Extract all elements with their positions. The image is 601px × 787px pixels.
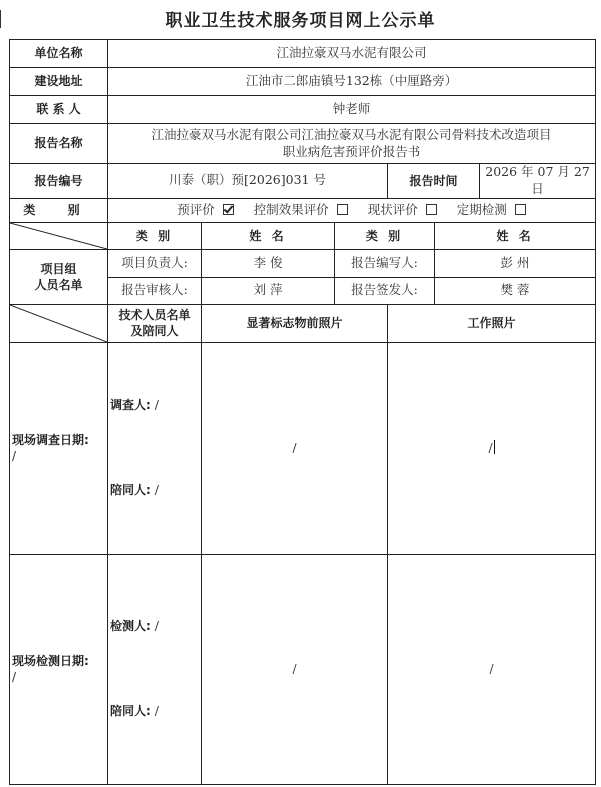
disclosure-form-table (9, 39, 596, 785)
team-header-role-2: 类 别 (335, 222, 435, 249)
detection-date-value: / (12, 670, 17, 685)
row-team-header (10, 222, 596, 249)
team-name: 刘 萍 (202, 277, 335, 304)
companion-label: 陪同人: (110, 483, 151, 498)
row-unit-name (10, 40, 596, 68)
detection-date-label: 现场检测日期: (12, 654, 89, 669)
option-control-effect-evaluation[interactable]: 控制效果评价 (250, 202, 352, 217)
team-name: 李 俊 (202, 249, 335, 277)
report-name-value (108, 124, 596, 164)
surveyor-label: 调查人: (110, 398, 151, 413)
row-survey (10, 342, 596, 554)
detector-label: 检测人: (110, 619, 151, 634)
row-report-number (10, 164, 596, 199)
report-number-label: 报告编号 (10, 164, 108, 199)
team-group-label: 项目组 人员名单 (10, 249, 108, 304)
address-value: 江油市二郎庙镇号132栋（中厘路旁） (108, 68, 596, 96)
row-address (10, 68, 596, 96)
checked-box-icon[interactable] (223, 204, 234, 215)
category-options (108, 198, 596, 222)
survey-date-cell (10, 342, 108, 554)
checkbox-icon[interactable] (337, 204, 348, 215)
survey-staff-cell (108, 342, 202, 554)
row-report-name (10, 124, 596, 164)
report-name-label: 报告名称 (10, 124, 108, 164)
survey-sign-photo: / (202, 342, 388, 554)
detection-staff-cell (108, 554, 202, 784)
companion-value: / (154, 703, 160, 719)
unit-name-value: 江油拉豪双马水泥有限公司 (108, 40, 596, 68)
page-title: 职业卫生技术服务项目网上公示单 (165, 11, 436, 31)
option-status-evaluation[interactable]: 现状评价 (364, 202, 441, 217)
address-label: 建设地址 (10, 68, 108, 96)
team-role: 报告审核人: (108, 277, 202, 304)
checkbox-icon[interactable] (426, 204, 437, 215)
contact-value: 钟老师 (108, 96, 596, 124)
report-time-label: 报告时间 (388, 164, 480, 199)
option-periodic-detection[interactable]: 定期检测 (453, 202, 530, 217)
row-contact (10, 96, 596, 124)
row-category (10, 198, 596, 222)
checkbox-icon[interactable] (515, 204, 526, 215)
staff-column-header: 技术人员名单 及陪同人 (108, 304, 202, 342)
detection-date-cell (10, 554, 108, 784)
category-label: 类 别 (10, 198, 108, 222)
unit-name-label: 单位名称 (10, 40, 108, 68)
text-cursor-icon (494, 440, 495, 454)
team-name: 樊 蓉 (435, 277, 596, 304)
team-header-name-1: 姓 名 (202, 222, 335, 249)
work-photo-column-header: 工作照片 (388, 304, 596, 342)
survey-work-photo-cell (388, 342, 596, 554)
report-name-line1: 江油拉豪双马水泥有限公司江油拉豪双马水泥有限公司骨料技术改造项目 (151, 126, 552, 142)
team-header-name-2: 姓 名 (435, 222, 596, 249)
survey-date-label: 现场调查日期: (12, 433, 89, 448)
row-photo-header (10, 304, 596, 342)
sign-photo-column-header: 显著标志物前照片 (202, 304, 388, 342)
team-name: 彭 州 (435, 249, 596, 277)
report-number-value: 川泰（职）预[2026]031 号 (108, 164, 388, 199)
detection-work-photo: / (388, 554, 596, 784)
diagonal-line (10, 223, 107, 249)
option-pre-evaluation[interactable]: 预评价 (173, 202, 238, 217)
survey-date-value: / (12, 449, 17, 464)
team-header-diagonal (10, 222, 108, 249)
detection-sign-photo: / (202, 554, 388, 784)
detector-value: / (154, 618, 160, 634)
companion-label: 陪同人: (110, 704, 151, 719)
report-name-line2: 职业病危害预评价报告书 (282, 143, 421, 159)
survey-work-photo: / (488, 441, 493, 456)
team-role: 报告编写人: (335, 249, 435, 277)
team-row (10, 249, 596, 277)
report-time-value: 2026 年 07 月 27 日 (480, 164, 596, 199)
team-header-role-1: 类 别 (108, 222, 202, 249)
row-detection (10, 554, 596, 784)
companion-value: / (154, 482, 160, 498)
surveyor-value: / (154, 397, 160, 413)
team-role: 报告签发人: (335, 277, 435, 304)
team-role: 项目负责人: (108, 249, 202, 277)
diagonal-line (10, 305, 107, 342)
contact-label: 联 系 人 (10, 96, 108, 124)
photo-header-diagonal (10, 304, 108, 342)
